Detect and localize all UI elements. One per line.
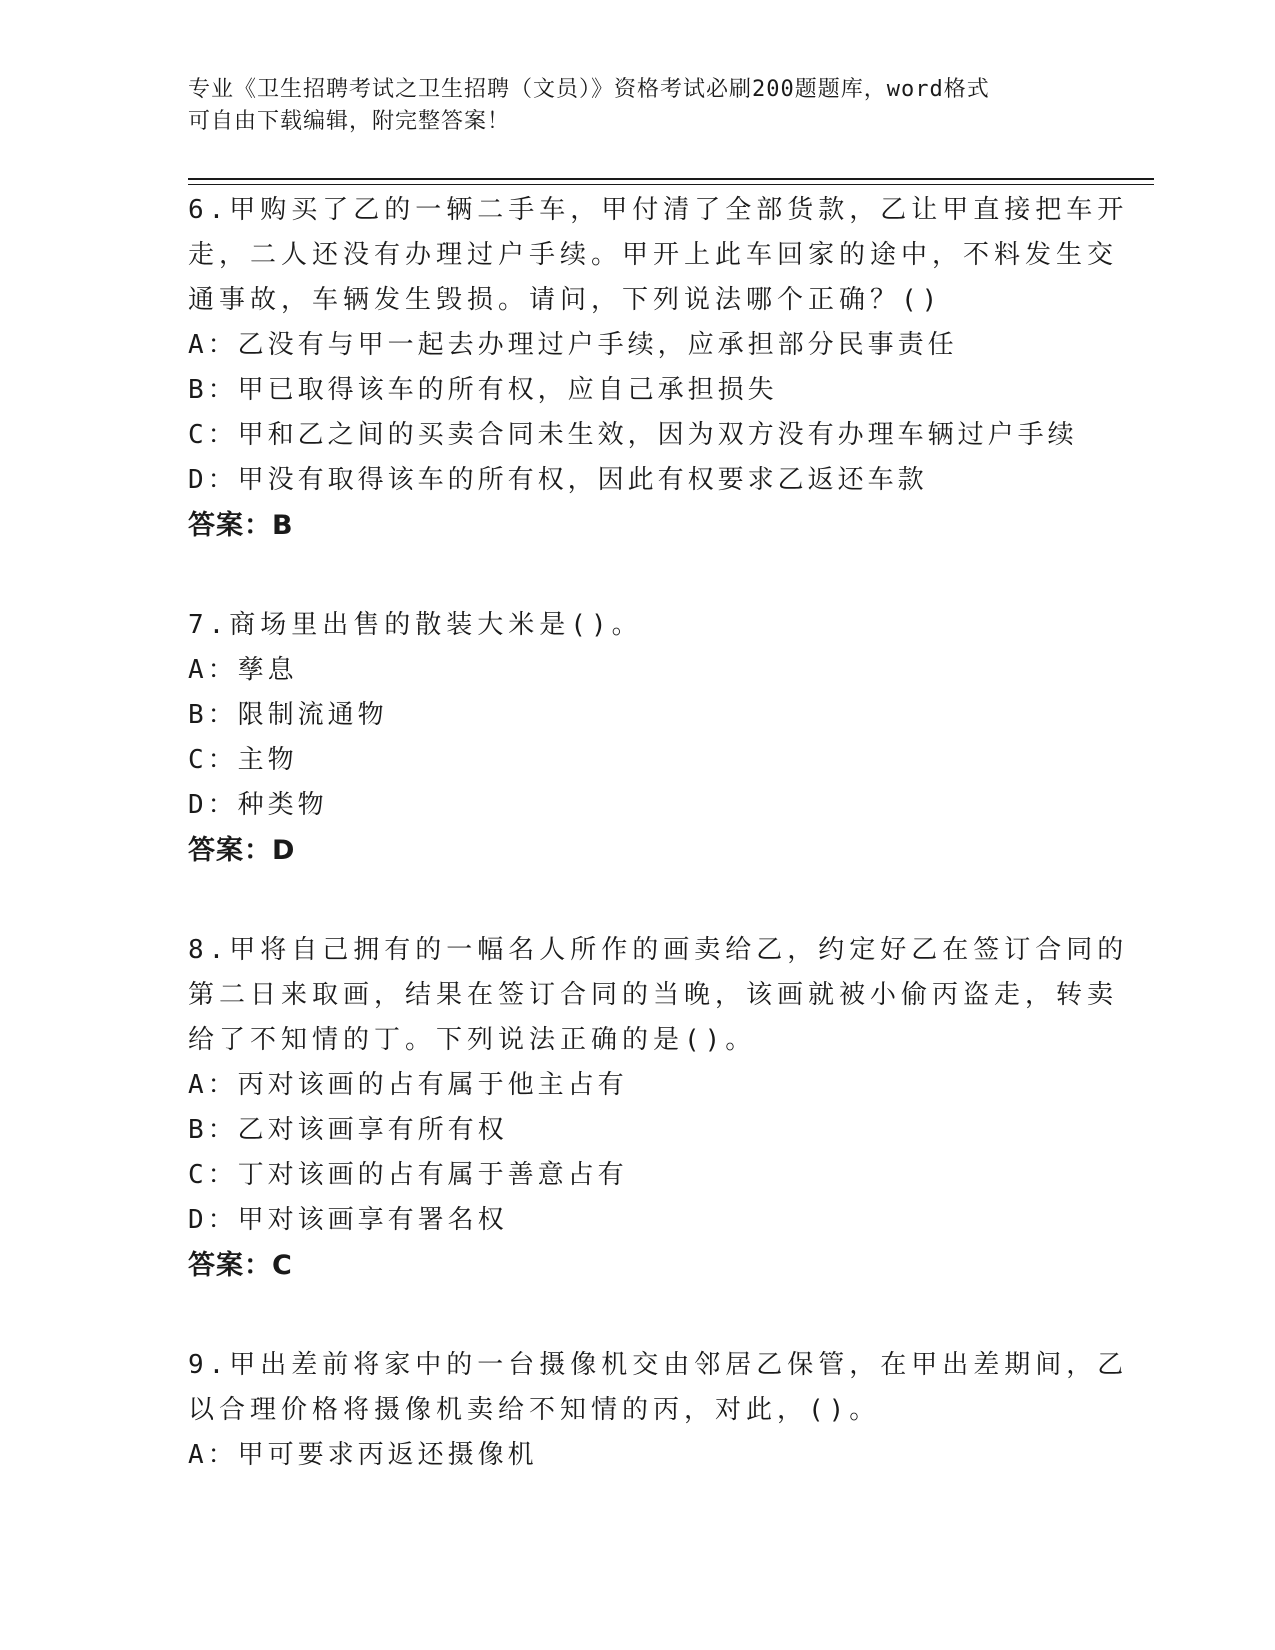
stem-line: 以合理价格将摄像机卖给不知情的丙，对此，()。: [188, 1395, 881, 1425]
question-list: [188, 188, 1129, 1478]
option-a: A：乙没有与甲一起去办理过户手续，应承担部分民事责任: [188, 330, 958, 360]
option-b: B：限制流通物: [188, 700, 388, 730]
option-c: C：丁对该画的占有属于善意占有: [188, 1160, 628, 1190]
option-c: C：甲和乙之间的买卖合同未生效，因为双方没有办理车辆过户手续: [188, 420, 1078, 450]
question-spacer: [188, 1288, 1088, 1343]
question-8: [188, 928, 1129, 1288]
answer-text: 答案：D: [188, 835, 296, 866]
stem-line: 6.甲购买了乙的一辆二手车，甲付清了全部货款，乙让甲直接把车开: [188, 195, 1129, 225]
stem-line: 通事故，车辆发生毁损。请问，下列说法哪个正确？(): [188, 285, 943, 315]
option-d: D：甲没有取得该车的所有权，因此有权要求乙返还车款: [188, 465, 928, 495]
option-a: A：丙对该画的占有属于他主占有: [188, 1070, 628, 1100]
question-stem: [188, 603, 1088, 648]
question-stem: [188, 188, 1129, 323]
option-b: B：乙对该画享有所有权: [188, 1115, 508, 1145]
question-stem: [188, 1343, 1129, 1433]
answer-text: 答案：C: [188, 1250, 293, 1281]
option-d: D：种类物: [188, 790, 328, 820]
question-7: [188, 603, 1088, 873]
question-stem: [188, 928, 1129, 1063]
header-line-1: 专业《卫生招聘考试之卫生招聘（文员）》资格考试必刷200题题库，word格式: [188, 77, 990, 102]
stem-line: 第二日来取画，结果在签订合同的当晚，该画就被小偷丙盗走，转卖: [188, 980, 1119, 1010]
option-a: A：孳息: [188, 655, 298, 685]
option-b: B：甲已取得该车的所有权，应自己承担损失: [188, 375, 778, 405]
document-header: [188, 74, 1088, 138]
option-c: C：主物: [188, 745, 298, 775]
question-spacer: [188, 548, 1088, 603]
option-a: A：甲可要求丙返还摄像机: [188, 1440, 538, 1470]
question-9: [188, 1343, 1129, 1478]
question-spacer: [188, 873, 1088, 928]
stem-line: 给了不知情的丁。下列说法正确的是()。: [188, 1025, 757, 1055]
answer-text: 答案：B: [188, 510, 294, 541]
question-6: [188, 188, 1129, 548]
stem-line: 8.甲将自己拥有的一幅名人所作的画卖给乙，约定好乙在签订合同的: [188, 935, 1129, 965]
header-line-2: 可自由下载编辑，附完整答案！: [188, 109, 511, 134]
header-divider-thin: [188, 184, 1154, 185]
option-d: D：甲对该画享有署名权: [188, 1205, 508, 1235]
header-divider-thick: [188, 178, 1154, 180]
stem-line: 走，二人还没有办理过户手续。甲开上此车回家的途中，不料发生交: [188, 240, 1119, 270]
stem-line: 7.商场里出售的散装大米是()。: [188, 610, 643, 640]
stem-line: 9.甲出差前将家中的一台摄像机交由邻居乙保管，在甲出差期间，乙: [188, 1350, 1129, 1380]
